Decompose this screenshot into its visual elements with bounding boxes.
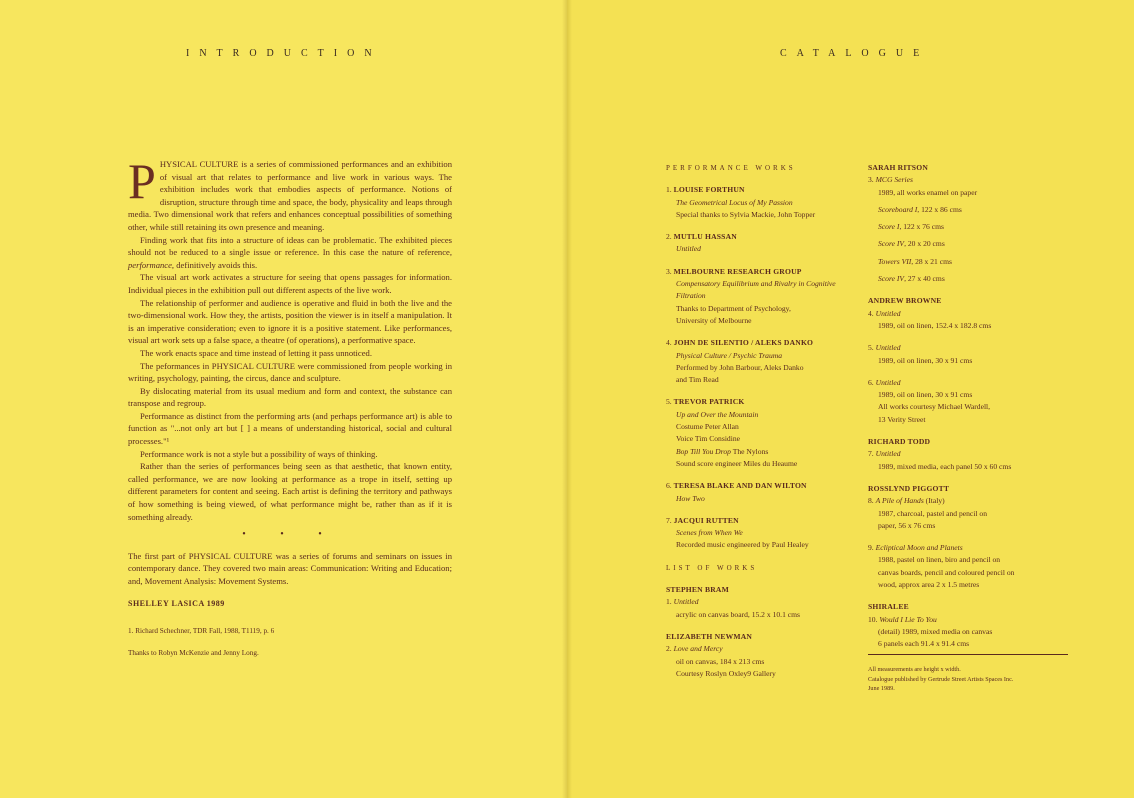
- intro-paragraph-6: The peformances in PHYSICAL CULTURE were commissioned from people working in writing, psychology, painting, the circus, dance and sculpture.: [128, 360, 452, 384]
- work-entry: SHIRALEE 10. Would I Lie To You (detail) 1989, mixed media on canvas 6 panels each 91.4 x 91.4 cms: [868, 602, 993, 649]
- acknowledgement: Thanks to Robyn McKenzie and Jenny Long.: [128, 649, 259, 658]
- intro-paragraph-5: The work enacts space and time instead of letting it pass unnoticed.: [140, 347, 372, 358]
- author-signature: SHELLEY LASICA 1989: [128, 598, 225, 608]
- work-entry: ANDREW BROWNE 4. Untitled 1989, oil on linen, 152.4 x 182.8 cms 5. Untitled 1989, oil on linen, 30 x 91 cms 6. Untitled 1989, oil on linen, 30 x 91 cms All works courtesy Michael Wardell, 13 Verity Street: [868, 296, 992, 424]
- catalogue-heading: CATALOGUE: [780, 48, 930, 59]
- section-divider-dots: • • •: [242, 529, 338, 541]
- intro-paragraph-11: The first part of PHYSICAL CULTURE was a series of forums and seminars on issues in contemporary dance. They covered two main areas: Communication: Writing and Education; and, Movement Analysis: Movement Systems.: [128, 550, 452, 586]
- catalogue-column-left: [666, 162, 856, 690]
- intro-paragraph-2: Finding work that fits into a structure of ideas can be problematic. The exhibited pieces should not be reduced to a single issue or reference. In this case the nature of reference, performance, definitively avoids this.: [128, 234, 452, 270]
- performance-entry: 1. LOUISE FORTHUN The Geometrical Locus of My Passion Special thanks to Sylvia Mackie, John Topper: [666, 185, 816, 219]
- intro-paragraph-1: PHYSICAL CULTURE is a series of commissioned performances and an exhibition of visual art that relates to performance and live work in various ways. The exhibition includes work that embodies aspects of performance. Notions of disruption, structure through time and space, the body, physicality and leaps through media. Two dimensional work that refers and enhances conceptual possibilities of something other, while still retaining its own presence and meaning.: [128, 153, 452, 232]
- introduction-text: [128, 153, 452, 660]
- work-entry: SARAH RITSON 3. MCG Series 1989, all works enamel on paper Scoreboard I, 122 x 86 cms Score I, 122 x 76 cms Score IV, 20 x 20 cms Towers VII, 28 x 21 cms Score IV, 27 x 40 cms: [868, 163, 978, 284]
- work-entry: ELIZABETH NEWMAN 2. Love and Mercy oil on canvas, 184 x 213 cms Courtesy Roslyn Oxley9 Gallery: [666, 631, 776, 678]
- performance-entry: 6. TERESA BLAKE AND DAN WILTON How Two: [666, 481, 807, 503]
- intro-paragraph-10: Rather than the series of performances being seen as that aesthetic, that known entity, called performance, we are now looking at performance as a trope in itself, setting up different parameters for content and seeing. Each artist is defining the territory and pathways of how something is being viewed, of what performance might be, rather than as if it is something already.: [128, 461, 452, 522]
- work-entry: STEPHEN BRAM 1. Untitled acrylic on canvas board, 15.2 x 10.1 cms: [666, 585, 800, 619]
- performance-entry: 3. MELBOURNE RESEARCH GROUP Compensatory Equilibrium and Rivalry in Cognitive Filtration Thanks to Department of Psychology, University of Melbourne: [666, 266, 836, 325]
- intro-paragraph-8: Performance as distinct from the performing arts (and perhaps performance art) is able to function as "...not only art but [ ] a means of understanding historical, social and cultural processes."¹: [128, 410, 452, 447]
- list-of-works-heading: LIST OF WORKS: [666, 563, 758, 572]
- performance-entry: 7. JACQUI RUTTEN Scenes from When We Recorded music engineered by Paul Healey: [666, 515, 809, 550]
- intro-paragraph-9: Performance work is not a style but a possibility of ways of thinking.: [140, 448, 378, 459]
- intro-paragraph-7: By dislocating material from its usual medium and form and context, the substance can transpose and regroup.: [128, 385, 452, 409]
- catalogue-notes: All measurements are height x width. Catalogue published by Gertrude Street Artists Spaces Inc. June 1989.: [868, 654, 1068, 694]
- page-fold: [562, 0, 572, 798]
- work-entry: RICHARD TODD 7. Untitled 1989, mixed media, each panel 50 x 60 cms: [868, 437, 1012, 471]
- performance-entry: 5. TREVOR PATRICK Up and Over the Mountain Costume Peter Allan Voice Tim Considine Bop Till You Drop The Nylons Sound score engineer Miles du Heaume: [666, 397, 798, 468]
- introduction-heading: INTRODUCTION: [186, 48, 382, 59]
- performance-entry: 4. JOHN DE SILENTIO / ALEKS DANKO Physical Culture / Psychic Trauma Performed by John Barbour, Aleks Danko and Tim Read: [666, 338, 814, 385]
- drop-cap: P: [128, 153, 156, 209]
- work-entry: ROSSLYND PIGGOTT 8. A Pile of Hands (Italy) 1987, charcoal, pastel and pencil on paper, 56 x 76 cms 9. Ecliptical Moon and Planets 1988, pastel on linen, biro and pencil on canvas boards, pencil and coloured pencil on wood, approx area 2 x 1.5 metres: [868, 483, 1015, 590]
- catalogue-column-right: [868, 162, 1068, 661]
- performance-entry: 2. MUTLU HASSAN Untitled: [666, 232, 737, 254]
- footnote: 1. Richard Schechner, TDR Fall, 1988, T1119, p. 6: [128, 627, 275, 636]
- performance-works-heading: PERFORMANCE WORKS: [666, 164, 796, 172]
- intro-paragraph-3: The visual art work activates a structure for seeing that opens passages for information. Individual pieces in the exhibition pull out different aspects of the live work.: [128, 272, 452, 295]
- intro-paragraph-4: The relationship of performer and audience is operative and fluid in both the live and the two-dimensional work. How they, the artists, position the viewer is in itself a manipulation. It is an imperative consideration; even to ignore it is a positive statement. Like performances, visual art work sets up a false space, a theatre (of operations), a performative space.: [128, 297, 452, 346]
